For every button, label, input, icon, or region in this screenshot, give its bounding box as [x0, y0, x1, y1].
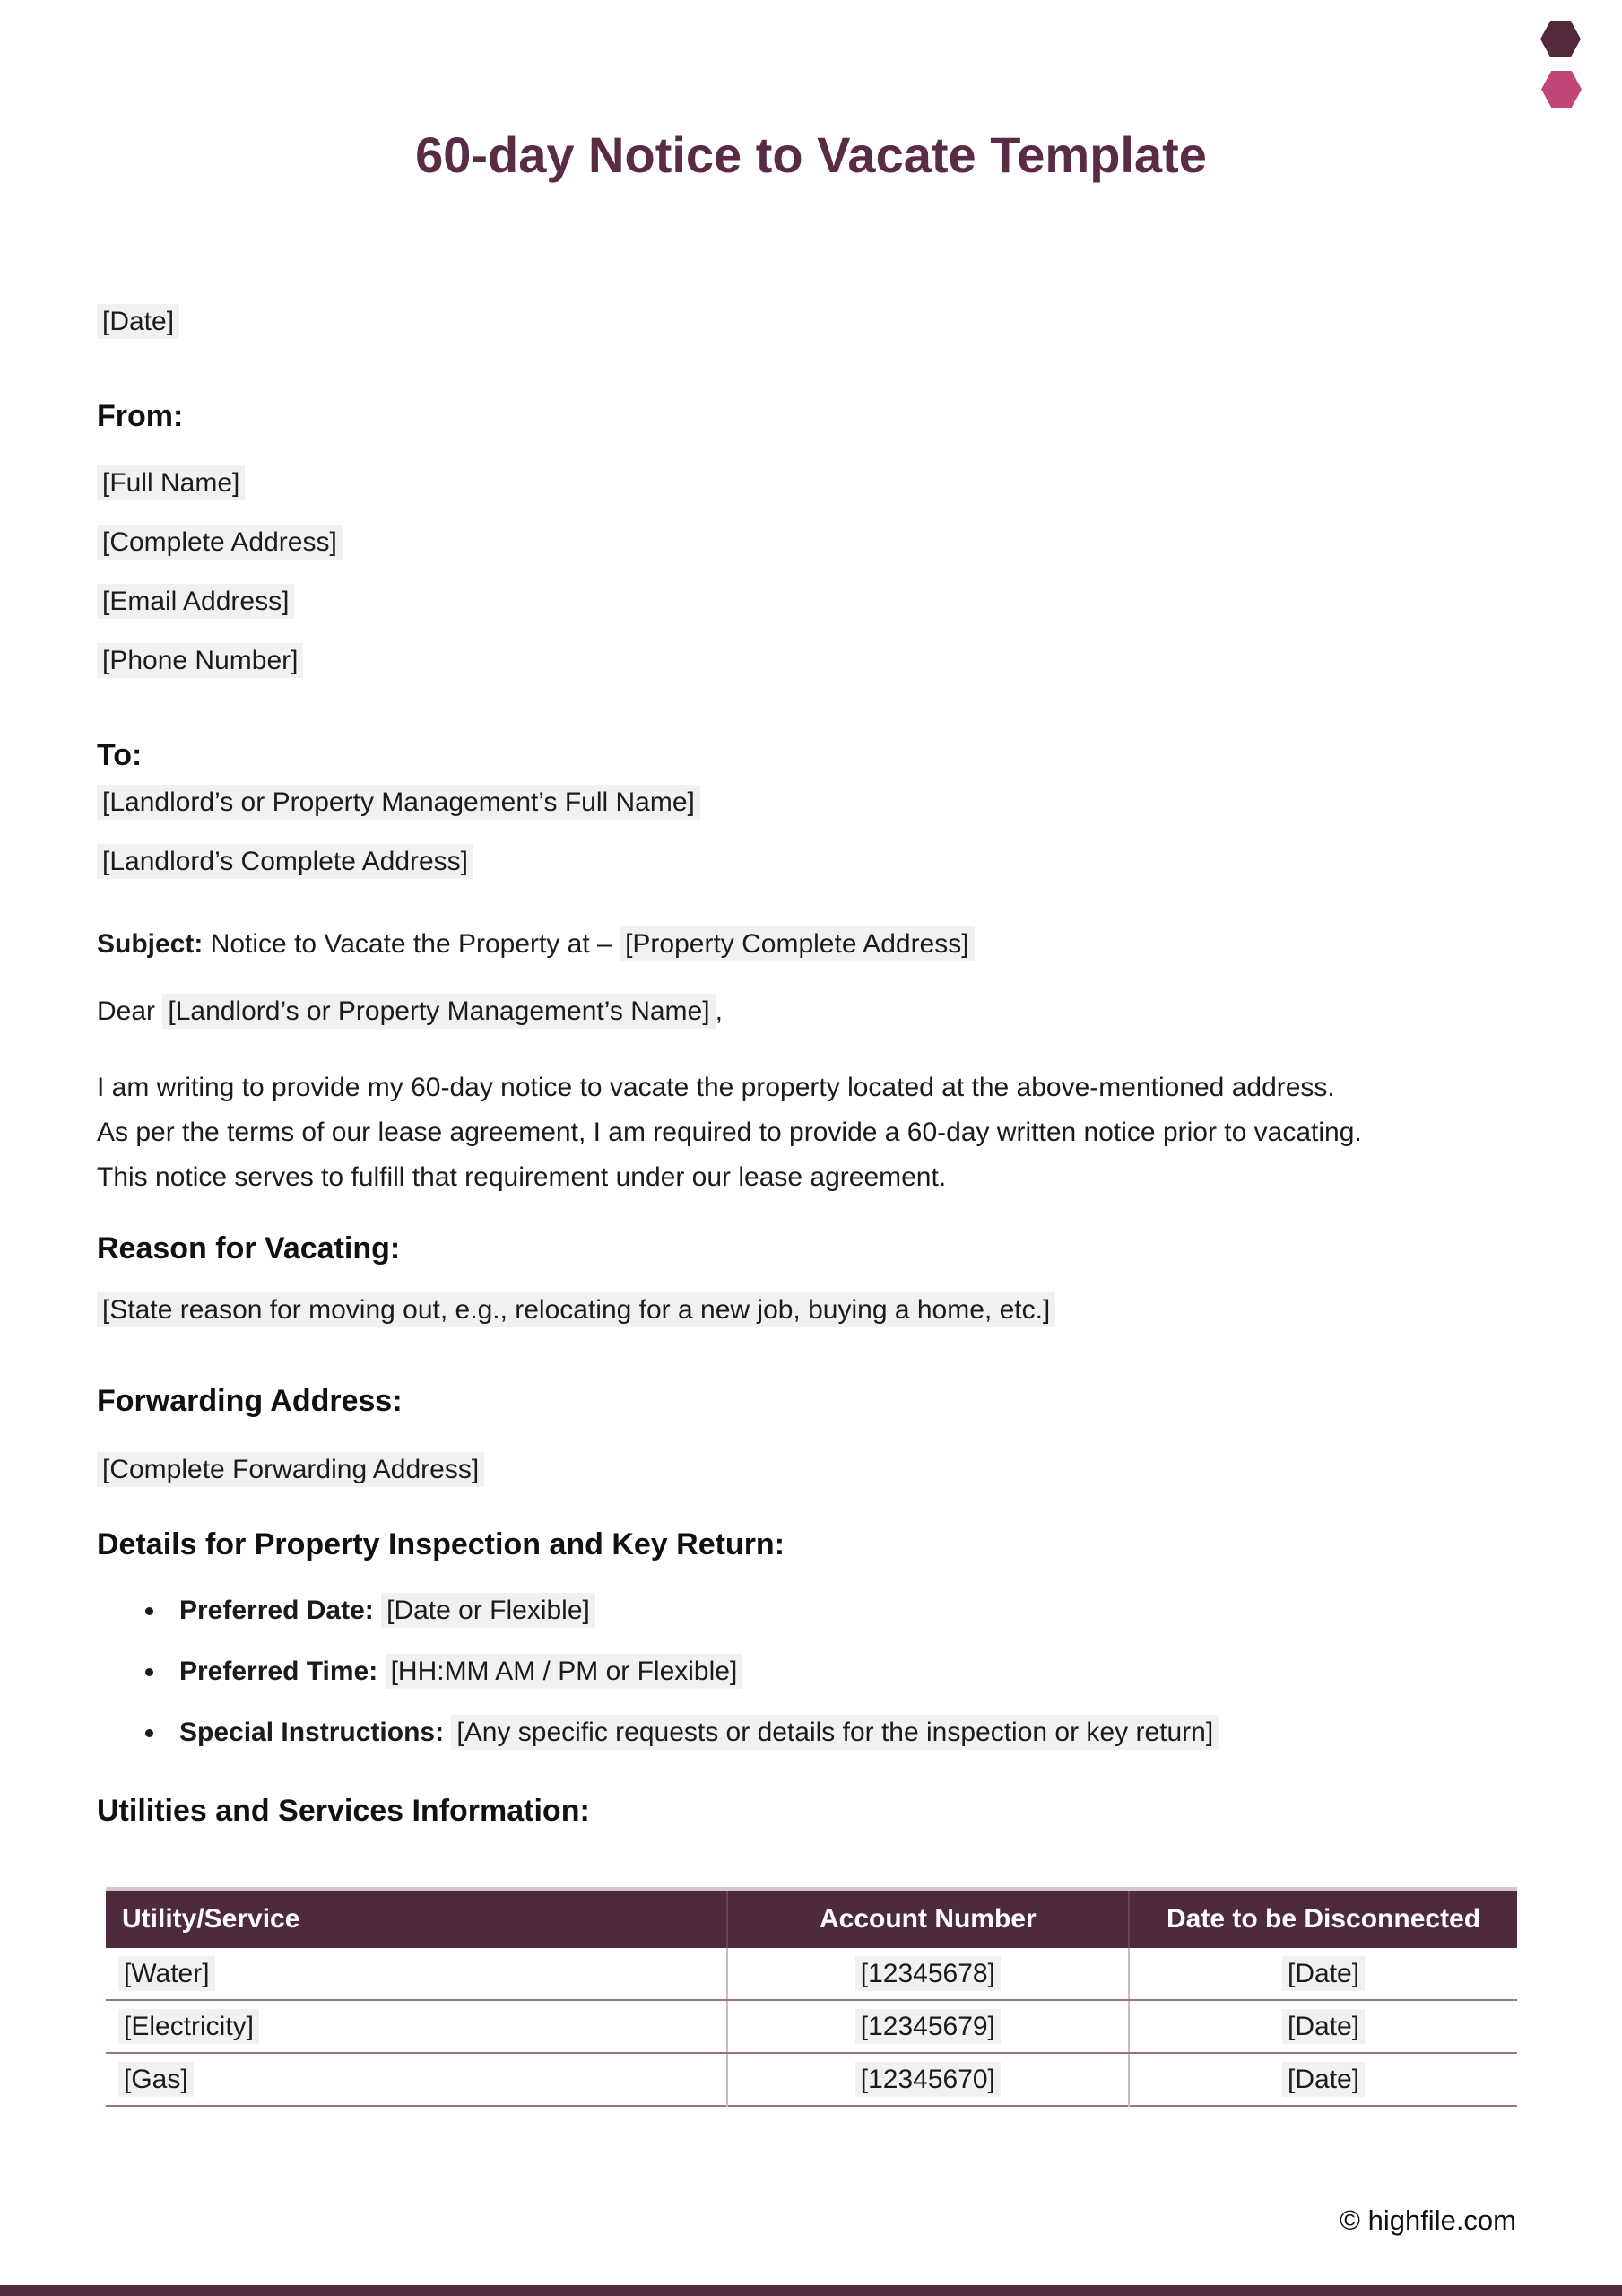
forwarding-address-placeholder: [Complete Forwarding Address]	[97, 1452, 484, 1487]
table-cell	[106, 2000, 727, 2053]
from-phone-line	[97, 640, 1523, 682]
from-email-line	[97, 581, 1523, 622]
table-cell	[106, 2053, 727, 2106]
table-cell	[106, 1948, 727, 2000]
table-row	[106, 2000, 1517, 2053]
preferred-time-label: Preferred Time:	[179, 1657, 378, 1686]
landlord-name-placeholder: [Landlord’s or Property Management’s Full Name]	[97, 785, 700, 820]
utility-placeholder: [Electricity]	[118, 2009, 259, 2044]
utilities-heading: Utilities and Services Information:	[97, 1794, 590, 1828]
intro-paragraph	[97, 1065, 1523, 1200]
subject-text: Notice to Vacate the Property at –	[203, 929, 620, 959]
subject-line	[97, 924, 1523, 965]
intro-paragraph-line: As per the terms of our lease agreement, I am required to provide a 60-day written notice prior to vacating.	[97, 1118, 1362, 1147]
landlord-address-placeholder: [Landlord’s Complete Address]	[97, 844, 473, 879]
column-header-utility: Utility/Service	[106, 1889, 727, 1948]
list-item	[167, 1712, 1523, 1753]
forwarding-line	[97, 1449, 1523, 1491]
account-placeholder: [12345679]	[855, 2009, 1001, 2044]
date-placeholder: [Date]	[1282, 1956, 1365, 1991]
table-header-row	[106, 1889, 1517, 1948]
table-row	[106, 1948, 1517, 2000]
column-header-disconnect-date: Date to be Disconnected	[1129, 1889, 1517, 1948]
forwarding-heading: Forwarding Address:	[97, 1384, 403, 1418]
preferred-time-placeholder: [HH:MM AM / PM or Flexible]	[386, 1654, 743, 1689]
from-full-name-line	[97, 463, 1523, 504]
letter-body	[0, 301, 1622, 2107]
table-cell	[1129, 1948, 1517, 2000]
reason-placeholder: [State reason for moving out, e.g., relocating for a new job, buying a home, etc.]	[97, 1292, 1055, 1327]
table-row	[106, 2053, 1517, 2106]
intro-paragraph-line: This notice serves to fulfill that requirement under our lease agreement.	[97, 1162, 947, 1192]
table-cell	[727, 2000, 1130, 2053]
reason-line	[97, 1290, 1523, 1331]
intro-paragraph-line: I am writing to provide my 60-day notice to vacate the property located at the above-mentioned address.	[97, 1073, 1335, 1102]
column-header-account: Account Number	[727, 1889, 1130, 1948]
table-cell	[727, 1948, 1130, 2000]
property-address-placeholder: [Property Complete Address]	[620, 926, 975, 961]
complete-address-placeholder: [Complete Address]	[97, 525, 343, 560]
date-line	[97, 301, 1523, 343]
utility-placeholder: [Gas]	[118, 2062, 194, 2097]
footer-accent-bar	[0, 2285, 1622, 2296]
table-cell	[1129, 2000, 1517, 2053]
date-placeholder: [Date]	[1282, 2009, 1365, 2044]
to-name-line	[97, 782, 1523, 823]
inspection-bullet-list	[97, 1590, 1523, 1753]
phone-number-placeholder: [Phone Number]	[97, 643, 303, 678]
salutation-line	[97, 991, 1523, 1032]
email-address-placeholder: [Email Address]	[97, 584, 294, 619]
salutation-suffix: ,	[715, 996, 723, 1026]
inspection-heading: Details for Property Inspection and Key Return:	[97, 1527, 785, 1561]
to-address-line	[97, 841, 1523, 883]
salutation-prefix: Dear	[97, 996, 163, 1026]
utilities-table	[106, 1887, 1517, 2107]
from-address-line	[97, 522, 1523, 563]
account-placeholder: [12345678]	[855, 1956, 1001, 1991]
list-item	[167, 1651, 1523, 1692]
table-cell	[1129, 2053, 1517, 2106]
preferred-date-label: Preferred Date:	[179, 1596, 374, 1625]
from-heading: From:	[97, 399, 184, 433]
utility-placeholder: [Water]	[118, 1956, 215, 1991]
salutation-placeholder: [Landlord’s or Property Management’s Name]	[162, 994, 715, 1029]
page-title: 60-day Notice to Vacate Template	[415, 126, 1207, 183]
table-cell	[727, 2053, 1130, 2106]
reason-heading: Reason for Vacating:	[97, 1231, 401, 1265]
special-instructions-label: Special Instructions:	[179, 1718, 445, 1747]
preferred-date-placeholder: [Date or Flexible]	[381, 1593, 595, 1628]
date-placeholder: [Date]	[1282, 2062, 1365, 2097]
list-item	[167, 1590, 1523, 1631]
footer-credit: © highfile.com	[1340, 2205, 1516, 2236]
account-placeholder: [12345670]	[855, 2062, 1001, 2097]
subject-label: Subject:	[97, 929, 204, 959]
full-name-placeholder: [Full Name]	[97, 465, 245, 500]
to-heading: To:	[97, 738, 143, 772]
date-placeholder: [Date]	[97, 304, 179, 339]
special-instructions-placeholder: [Any specific requests or details for the inspection or key return]	[451, 1715, 1219, 1750]
